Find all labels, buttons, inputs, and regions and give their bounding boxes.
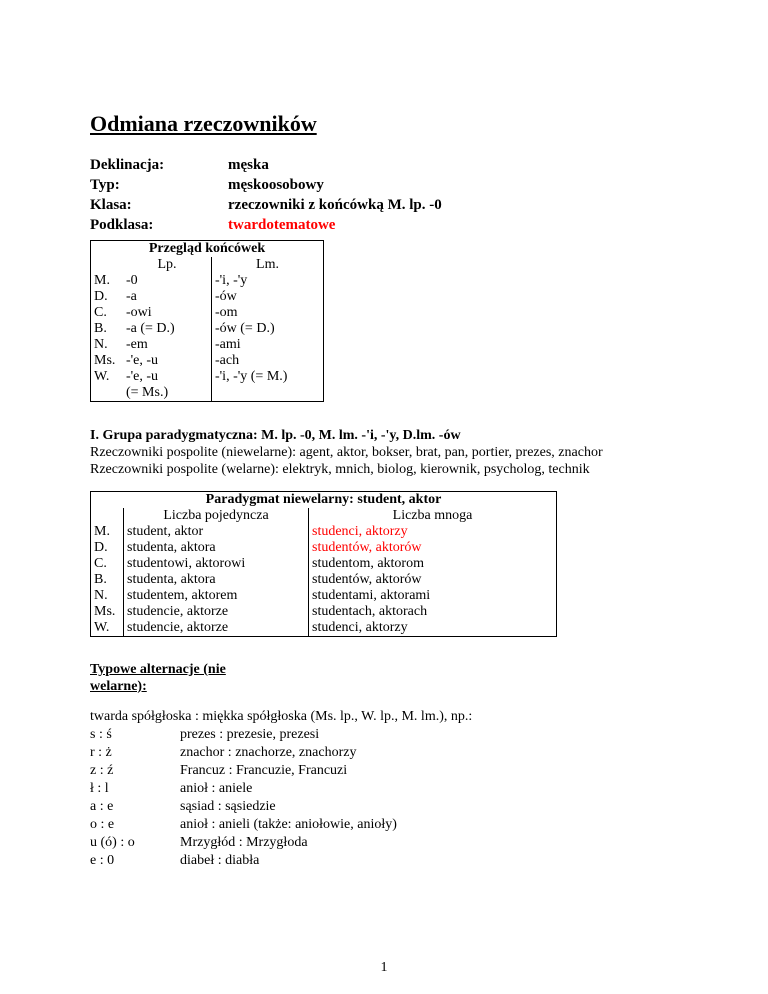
endings-row — [91, 353, 324, 369]
meta-key: Klasa: — [90, 197, 132, 213]
case-label: D. — [94, 289, 108, 304]
form-sg: studencie, aktorze — [124, 620, 309, 637]
endings-title: Przegląd końcówek — [148, 241, 266, 256]
alternations-heading: Typowe alternacje (nie welarne): — [90, 662, 226, 694]
alternation-pair: e : 0 — [90, 853, 115, 868]
meta-value: męskoosobowy — [228, 177, 324, 193]
alternation-pair: ł : l — [90, 781, 109, 796]
alternation-pair: z : ź — [90, 763, 114, 778]
form-pl: studentom, aktorom — [312, 556, 424, 571]
form-pl: studentów, aktorów — [312, 572, 422, 587]
case-label: Ms. — [91, 604, 124, 620]
page-number: 1 — [380, 960, 388, 975]
case-label: M. — [91, 524, 124, 540]
ending-sg: -'e, -u — [123, 369, 212, 385]
alternation-example: Mrzygłód : Mrzygłoda — [180, 835, 308, 850]
endings-row — [91, 289, 324, 305]
form-sg: student, aktor — [124, 524, 309, 540]
meta-value: rzeczowniki z końcówką M. lp. -0 — [228, 197, 442, 213]
paradigm-table — [90, 491, 557, 637]
alternation-example: znachor : znachorze, znachorzy — [180, 745, 357, 760]
alternation-pair: s : ś — [90, 727, 112, 742]
ending-sg: -0 — [123, 273, 212, 289]
form-pl: studentami, aktorami — [312, 588, 431, 603]
form-sg: studentowi, aktorowi — [124, 556, 309, 572]
endings-header-sg: Lp. — [123, 257, 212, 273]
alternation-pair: r : ż — [90, 745, 112, 760]
endings-table — [90, 240, 324, 402]
ending-pl: -'i, -'y (= M.) — [215, 369, 288, 384]
endings-row — [91, 321, 324, 337]
meta-value-highlight: twardotematowe — [228, 217, 336, 233]
alternation-row — [90, 726, 472, 744]
metadata-block — [90, 155, 442, 235]
meta-row — [90, 195, 442, 215]
group-line: Rzeczowniki pospolite (niewelarne): agent, aktor, bokser, brat, pan, portier, prezes, znachor — [90, 445, 603, 460]
group-heading: I. Grupa paradygmatyczna: M. lp. -0, M. lm. -'i, -'y, D.lm. -ów — [90, 428, 461, 443]
case-label: N. — [94, 337, 108, 352]
alternation-pair: o : e — [90, 817, 115, 832]
alternation-row — [90, 816, 472, 834]
meta-key: Deklinacja: — [90, 157, 165, 173]
group-line: Rzeczowniki pospolite (welarne): elektryk, mnich, biolog, kierownik, psycholog, technik — [90, 462, 590, 477]
form-pl: studenci, aktorzy — [312, 524, 408, 539]
endings-row — [91, 273, 324, 289]
case-label: C. — [91, 556, 124, 572]
case-label: C. — [94, 305, 107, 320]
alternation-example: Francuz : Francuzie, Francuzi — [180, 763, 348, 778]
alternation-row — [90, 762, 472, 780]
case-label: D. — [91, 540, 124, 556]
alternation-example: anioł : anieli (także: aniołowie, anioły) — [180, 817, 397, 832]
page-title: Odmiana rzeczowników — [90, 111, 317, 136]
ending-sg: -a (= D.) — [123, 321, 212, 337]
ending-pl — [212, 385, 324, 402]
form-pl: studenci, aktorzy — [312, 620, 408, 635]
case-label: N. — [91, 588, 124, 604]
ending-pl: -ów (= D.) — [215, 321, 275, 336]
endings-header-pl: Lm. — [256, 257, 279, 272]
case-label: W. — [91, 620, 124, 637]
paradigm-header-sg: Liczba pojedyncza — [124, 508, 309, 524]
ending-sg: (= Ms.) — [123, 385, 212, 402]
meta-key: Podklasa: — [90, 217, 154, 233]
alternation-row — [90, 798, 472, 816]
case-label: W. — [94, 369, 110, 384]
endings-row — [91, 337, 324, 353]
alternations-intro: twarda spółgłoska : miękka spółgłoska (Ms. lp., W. lp., M. lm.), np.: — [90, 709, 473, 724]
paradigm-row — [91, 540, 557, 556]
form-sg: studenta, aktora — [124, 572, 309, 588]
paradigm-row — [91, 620, 557, 637]
form-sg: studentem, aktorem — [124, 588, 309, 604]
alternation-row — [90, 852, 472, 870]
meta-row — [90, 215, 442, 235]
case-label: B. — [94, 321, 107, 336]
alternation-row — [90, 834, 472, 852]
form-sg: studenta, aktora — [124, 540, 309, 556]
alternation-row — [90, 744, 472, 762]
ending-pl: -ach — [215, 353, 240, 368]
endings-row — [91, 369, 324, 385]
paradigm-row — [91, 604, 557, 620]
meta-value: męska — [228, 157, 269, 173]
form-pl: studentów, aktorów — [312, 540, 422, 555]
alternation-pair: u (ó) : o — [90, 835, 135, 850]
ending-pl: -om — [215, 305, 238, 320]
alternation-example: sąsiad : sąsiedzie — [180, 799, 276, 814]
form-pl: studentach, aktorach — [312, 604, 428, 619]
ending-pl: -ów — [215, 289, 237, 304]
alternation-pair: a : e — [90, 799, 114, 814]
ending-sg: -owi — [123, 305, 212, 321]
meta-row — [90, 175, 442, 195]
form-sg: studencie, aktorze — [124, 604, 309, 620]
case-label: M. — [94, 273, 110, 288]
ending-sg: -a — [123, 289, 212, 305]
alternation-example: anioł : aniele — [180, 781, 253, 796]
ending-sg: -em — [123, 337, 212, 353]
paradigm-row — [91, 556, 557, 572]
paradigm-header-pl: Liczba mnoga — [392, 508, 473, 523]
meta-key: Typ: — [90, 177, 120, 193]
alternations-block — [90, 708, 472, 870]
case-label — [91, 385, 124, 402]
paradigm-group — [90, 427, 603, 478]
ending-pl: -'i, -'y — [215, 273, 248, 288]
endings-row — [91, 385, 324, 402]
endings-row — [91, 305, 324, 321]
paradigm-row — [91, 588, 557, 604]
ending-pl: -ami — [215, 337, 241, 352]
alternation-row — [90, 780, 472, 798]
paradigm-row — [91, 572, 557, 588]
case-label: B. — [91, 572, 124, 588]
case-label: Ms. — [94, 353, 116, 368]
paradigm-title: Paradygmat niewelarny: student, aktor — [205, 492, 442, 507]
alternation-example: prezes : prezesie, prezesi — [180, 727, 320, 742]
meta-row — [90, 155, 442, 175]
paradigm-row — [91, 524, 557, 540]
alternation-example: diabeł : diabła — [180, 853, 260, 868]
ending-sg: -'e, -u — [123, 353, 212, 369]
